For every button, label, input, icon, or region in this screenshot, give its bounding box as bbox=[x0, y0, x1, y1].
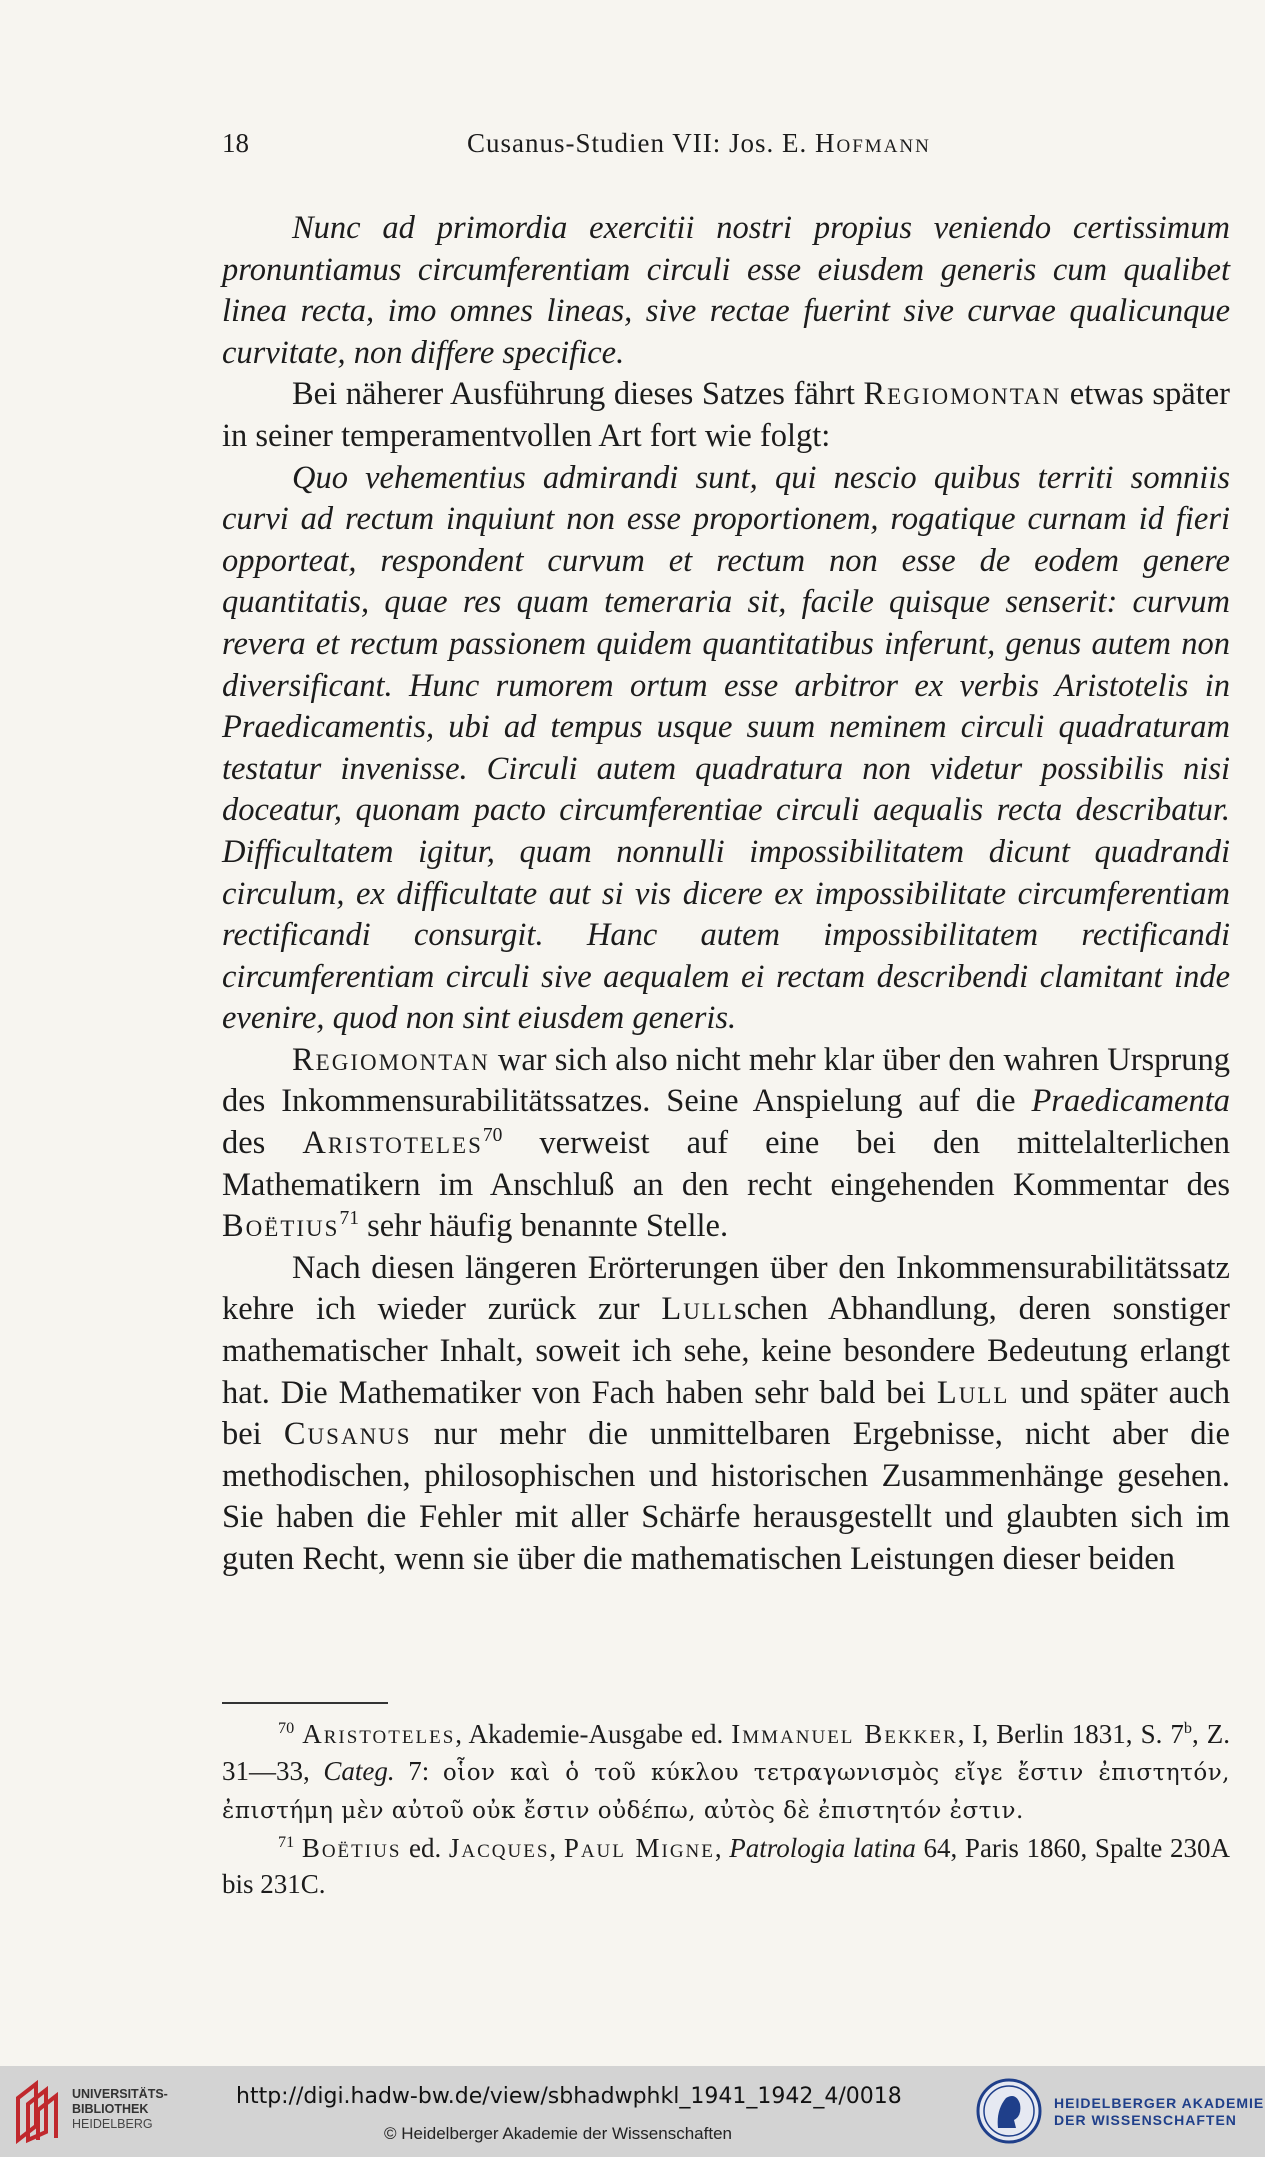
paragraph-4: Regiomontan war sich also nicht mehr klar über den wahren Ursprung des Inkommensurabilitätssatzes. Seine Anspielung auf die Praedicamenta des Aristoteles$^{70}$ verweist auf eine bei den mittelalterlichen Mathematikern im Anschluß an den recht eingehenden Kommentar des Boëtius$^{71}$ sehr häufig benannte Stelle. bbox=[222, 1041, 1230, 1245]
footnote-ref-70: 70 bbox=[482, 1125, 503, 1147]
latin-quote-1: Nunc ad primordia exercitii nostri propius veniendo certissimum pronuntiamus circumferentiam circuli esse eiusdem generis cum qualibet linea recta, imo omnes lineas, sive rectae fuerint sive curvae qualicunque curvitate, non differe specifice. bbox=[222, 210, 1230, 371]
paragraph-5: Nach diesen längeren Erörterungen über den Inkommensurabilitätssatz kehre ich wieder zurück zur Lullschen Abhandlung, deren sonstiger mathematischer Inhalt, soweit ich sehe, keine besondere Bedeutung erlangt hat. Die Mathematiker von Fach haben sehr bald bei Lull und später auch bei Cusanus nur mehr die unmittelbaren Ergebnisse, nicht aber die methodischen, philosophischen und historischen Zusammenhänge gesehen. Sie haben die Fehler mit aller Schärfe herausgestellt und glaubten sich im guten Recht, wenn sie über die mathematischen Leistungen dieser beiden bbox=[222, 1249, 1231, 1577]
library-name: UNIVERSITÄTS- BIBLIOTHEK HEIDELBERG bbox=[72, 2087, 168, 2131]
running-title: Cusanus-Studien VII: Jos. E. Hofmann bbox=[467, 128, 931, 158]
footnote-rule bbox=[222, 1702, 388, 1704]
footnote-70: $^{70}$ Aristoteles, Akademie-Ausgabe ed. Immanuel Bekker, I, Berlin 1831, S. 7$^b$, Z. 31—33, Categ. 7: οἷον καὶ ὁ τοῦ κύκλου τετραγωνισμὸς εἴγε ἔστιν ἐπιστητόν, ἐπιστήμη μὲν αὐτοῦ οὐκ ἔστιν οὐδέπω, αὐτὸς δὲ ἐπιστητόν ἐστιν. bbox=[222, 1719, 1230, 1824]
academy-seal-icon[interactable] bbox=[976, 2076, 1042, 2146]
running-author: Hofmann bbox=[815, 128, 931, 158]
academy-name: HEIDELBERGER AKADEMIE DER WISSENSCHAFTEN bbox=[1054, 2095, 1265, 2128]
main-text bbox=[222, 208, 1230, 1581]
footnote-71: $^{71}$ Boëtius ed. Jacques, Paul Migne, Patrologia latina 64, Paris 1860, Spalte 230A bis 231C. bbox=[222, 1832, 1231, 1899]
permalink-url[interactable]: http://digi.hadw-bw.de/view/sbhadwphkl_1941_1942_4/0018 bbox=[236, 2084, 902, 2109]
footnotes bbox=[222, 1716, 1230, 1903]
paragraph-2: Bei näherer Ausführung dieses Satzes fährt Regiomontan etwas später in seiner temperamentvollen Art fort wie folgt: bbox=[222, 376, 1231, 454]
page-number: 18 bbox=[222, 128, 249, 158]
footnote-ref-71: 71 bbox=[339, 1208, 359, 1230]
library-logo-icon[interactable] bbox=[12, 2078, 62, 2144]
viewer-footer bbox=[0, 2066, 1265, 2157]
latin-quote-2: Quo vehementius admirandi sunt, qui nescio quibus territi somniis curvi ad rectum inquiunt non esse proportionem, rogatique curnam id fieri opporteat, respondent curvum et rectum non esse de eodem genere quantitatis, quae res quam temeraria sit, facile quisque senserit: curvum revera et rectum passionem quidem quantitatibus inferunt, genus autem non diversificant. Hunc rumorem ortum esse arbitror ex verbis Aristotelis in Praedicamentis, ubi ad tempus usque suum neminem circuli quadraturam testatur invenisse. Circuli autem quadratura non videtur possibilis nisi doceatur, quonam pacto circumferentiae circuli aequalis recta describatur. Difficultatem igitur, quam nonnulli impossibilitatem dicunt quadrandi circulum, ex difficultate aut si vis dicere ex impossibilitate circumferentiam rectificandi consurgit. Hanc autem impossibilitatem rectificandi circumferentiam circuli sive aequalem ei rectam describendi clamitant inde evenire, quod non sint eiusdem generis. bbox=[222, 459, 1230, 1037]
copyright-notice: © Heidelberger Akademie der Wissenschaften bbox=[384, 2124, 732, 2143]
greek-quote: οἷον καὶ ὁ τοῦ κύκλου τετραγωνισμὸς εἴγε ἔστιν ἐπιστητόν, ἐπιστήμη μὲν αὐτοῦ οὐκ ἔστιν οὐδέπω, αὐτὸς δὲ ἐπιστητόν ἐστιν. bbox=[222, 1759, 1230, 1824]
